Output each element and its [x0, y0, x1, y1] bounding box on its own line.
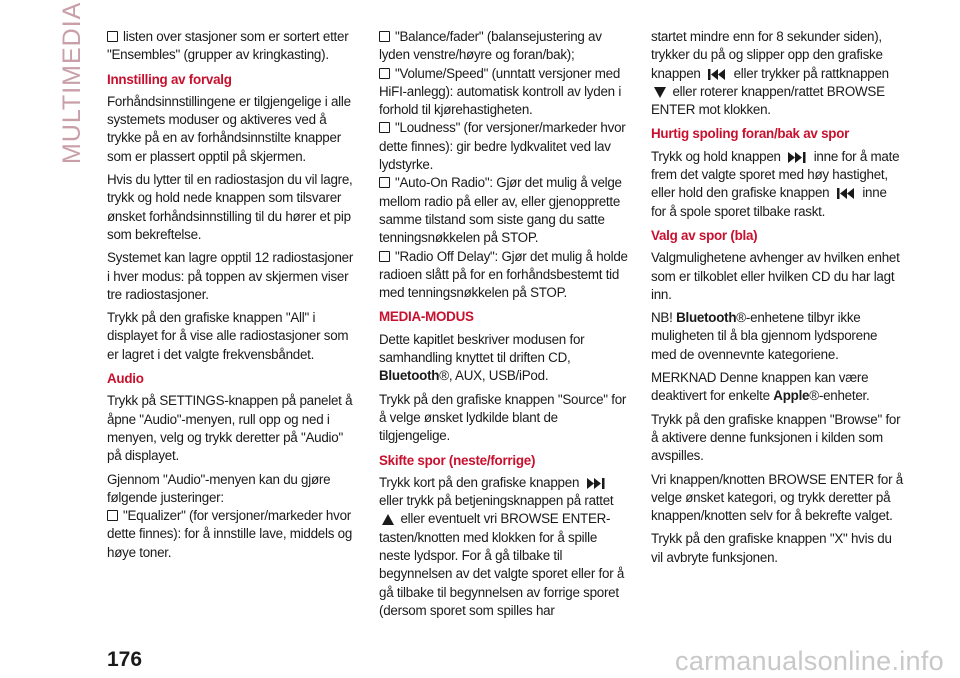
text: NB! — [651, 310, 673, 326]
bullet-text: listen over stasjoner som er sortert etter "Ensembles" (grupper av kringkasting). — [107, 29, 349, 63]
heading-valg-av-spor: Valg av spor (bla) — [651, 227, 758, 243]
bullet-item — [379, 174, 631, 247]
checkbox-icon — [379, 31, 390, 42]
text: inne for å mate frem det valgte sporet med høy hastighet, eller hold den grafiske knappen — [651, 148, 900, 201]
checkbox-icon — [107, 510, 118, 521]
bullet-text: "Balance/fader" (balansejustering av lyden venstre/høyre og foran/bak); — [379, 29, 602, 63]
bullet-item — [379, 248, 631, 303]
text: Trykk og hold knappen — [651, 148, 781, 164]
paragraph — [651, 369, 903, 406]
checkbox-icon — [379, 251, 390, 262]
text: eller trykk på betjeningsknappen på rattet — [379, 493, 614, 509]
heading-hurtig-spoling: Hurtig spoling foran/bak av spor — [651, 126, 850, 142]
text: Trykk kort på den grafiske knappen — [379, 474, 580, 490]
column-1 — [107, 28, 359, 562]
paragraph: Gjennom "Audio"-menyen kan du gjøre følgende justeringer: — [107, 471, 331, 505]
paragraph: Forhåndsinnstillingene er tilgjengelige i alle systemets moduser og aktiveres ved å trykke på en av forhåndsinnstilte knapper som er plassert opptil på skjermen. — [107, 93, 351, 164]
heading-audio: Audio — [107, 371, 144, 387]
heading-innstilling: Innstilling av forvalg — [107, 71, 232, 87]
next-track-icon — [787, 152, 807, 163]
brand-name: Apple — [773, 388, 810, 404]
text: ®, AUX, USB/iPod. — [439, 368, 549, 384]
paragraph — [651, 148, 903, 221]
paragraph — [379, 474, 631, 620]
text: inne for å spole sporet tilbake raskt. — [651, 185, 887, 219]
bullet-text: "Volume/Speed" (unntatt versjoner med HiFI-anlegg): automatisk kontroll av lyden i forhold til kjørehastigheten. — [379, 65, 622, 118]
paragraph: Systemet kan lagre opptil 12 radiostasjoner i hver modus: på toppen av skjermen viser tre radiostasjoner. — [107, 250, 354, 302]
brand-name: Bluetooth — [379, 368, 440, 384]
page-number: 176 — [107, 648, 143, 671]
heading-skifte-spor: Skifte spor (neste/forrige) — [379, 452, 536, 468]
paragraph: Trykk på den grafiske knappen "All" i displayet for å vise alle radiostasjoner som er lagret i det valgte frekvensbåndet. — [107, 310, 349, 362]
bullet-item — [379, 28, 631, 65]
section-label-text: MULTIMEDIA — [58, 1, 86, 164]
text: startet mindre enn for 8 sekunder siden), trykker du på og slipper opp den grafiske knappen — [651, 29, 883, 81]
paragraph — [651, 309, 903, 364]
checkbox-icon — [107, 31, 118, 42]
bullet-item — [107, 28, 359, 65]
section-side-label — [58, 1, 88, 170]
bullet-text: "Loudness" (for versjoner/markeder hvor dette finnes): gir bedre lydkvalitet ved lav lydstyrke. — [379, 120, 626, 173]
brand-name: Bluetooth — [676, 310, 737, 326]
paragraph — [379, 331, 631, 386]
bullet-item — [107, 507, 359, 562]
next-track-icon — [586, 478, 606, 489]
bullet-text: "Equalizer" (for versjoner/markeder hvor dette finnes): for å innstille lave, middels og høye toner. — [107, 508, 353, 560]
paragraph: Vri knappen/knotten BROWSE ENTER for å velge ønsket kategori, og trykk deretter på knappen/knotten selv for å bekrefte valget. — [651, 471, 903, 524]
bullet-item — [379, 119, 631, 174]
text: Dette kapitlet beskriver modusen for samhandling knyttet til driften CD, — [379, 331, 585, 366]
text: MERKNAD Denne knappen kan være deaktivert for enkelte — [651, 370, 869, 404]
bullet-item — [379, 65, 631, 120]
bullet-text: "Auto-On Radio": Gjør det mulig å velge mellom radio på eller av, eller gjenopprette samme tilstand som siste gang du satte tenningsnøkkelen på STOP. — [379, 175, 622, 246]
triangle-up-icon — [382, 514, 394, 525]
heading-media-modus: MEDIA-MODUS — [379, 309, 474, 325]
column-2 — [379, 28, 631, 625]
paragraph — [651, 28, 903, 119]
paragraph: Valgmulighetene avhenger av hvilken enhet som er tilkoblet eller hvilken CD du har lagt inn. — [651, 250, 900, 302]
checkbox-icon — [379, 68, 390, 79]
paragraph: Trykk på den grafiske knappen "Source" for å velge ønsket lydkilde blant de tilgjengelige. — [379, 391, 627, 444]
previous-track-icon — [707, 69, 727, 80]
previous-track-icon — [836, 188, 856, 199]
text: eller roterer knappen/rattet BROWSE ENTER mot klokken. — [651, 83, 885, 118]
triangle-down-icon — [654, 87, 666, 98]
text: eller eventuelt vri BROWSE ENTER-tasten/knotten med klokken for å spille neste lydspor. For å gå tilbake til begynnelsen av det valgte sporet eller for å gå tilbake til begynnelsen av forrige sporet (dersom sporet som spilles har — [379, 511, 625, 618]
bullet-text: "Radio Off Delay": Gjør det mulig å holde radioen slått på for en forhåndsbestemt tid med tenningsnøkkelen på STOP. — [379, 248, 628, 301]
text: ®-enhetene tilbyr ikke muligheten til å bla gjennom lydsporene med de ovennevnte kategoriene. — [651, 310, 878, 362]
column-3 — [651, 28, 903, 572]
checkbox-icon — [379, 177, 390, 188]
text: ®-enheter. — [809, 388, 870, 404]
paragraph: Trykk på SETTINGS-knappen på panelet å åpne "Audio"-menyen, rull opp og ned i menyen, velg og trykk deretter på "Audio" på displayet. — [107, 393, 353, 464]
watermark: carmanualsonline.info — [675, 646, 944, 676]
paragraph: Trykk på den grafiske knappen "X" hvis du vil avbryte funksjonen. — [651, 531, 892, 565]
paragraph: Trykk på den grafiske knappen "Browse" for å aktivere denne funksjonen i kilden som avspilles. — [651, 411, 901, 464]
paragraph: Hvis du lytter til en radiostasjon du vil lagre, trykk og hold nede knappen som tilsvarer ønsket forhåndsinnstilling til du hører et pip som bekreftelse. — [107, 172, 353, 242]
text: eller trykker på rattknappen — [733, 65, 889, 81]
checkbox-icon — [379, 122, 390, 133]
